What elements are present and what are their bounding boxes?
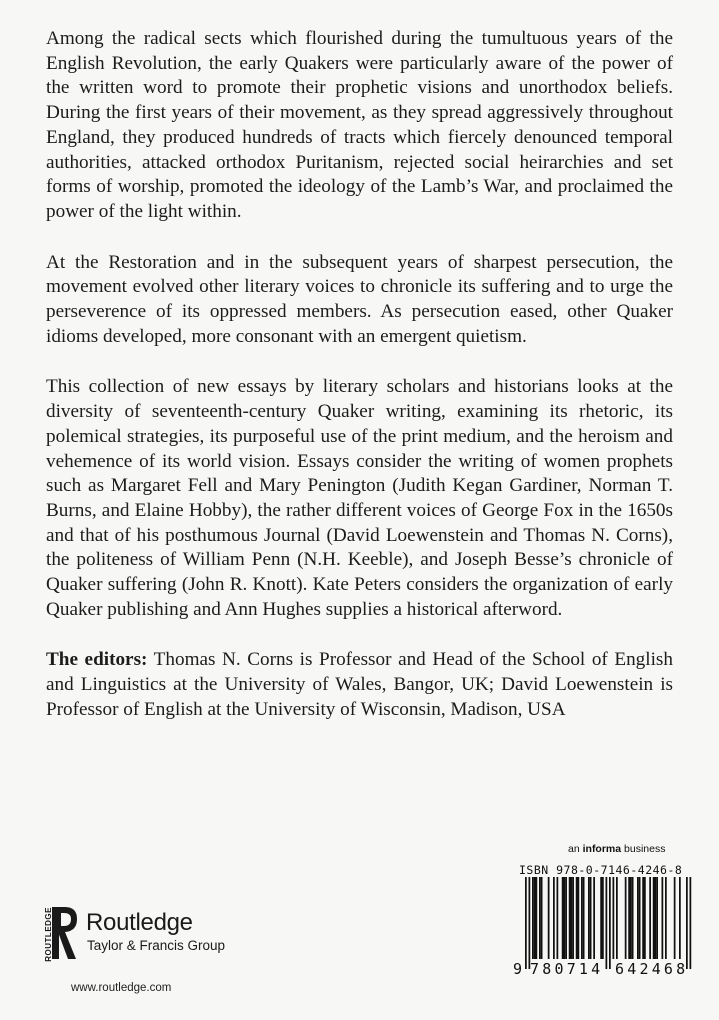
tagline-suffix: business	[621, 843, 666, 855]
barcode-bar	[632, 877, 634, 959]
barcode-bar	[665, 877, 667, 959]
barcode-bar	[625, 877, 627, 959]
barcode-bar	[649, 877, 651, 959]
back-cover-text	[46, 27, 673, 749]
barcode-bar	[557, 877, 559, 959]
editors-text: Thomas N. Corns is Professor and Head of the School of English and Linguistics at the University of Wales, Bangor, UK; David Loewenstein is Professor of English at the University of Wisconsin, Madison, USA	[46, 649, 673, 720]
barcode-bar	[600, 877, 602, 959]
barcode-bar	[628, 877, 630, 959]
barcode-bar	[548, 877, 550, 959]
publisher-name: Routledge	[86, 909, 193, 936]
barcode-bar	[583, 877, 585, 959]
tagline-prefix: an	[568, 843, 583, 855]
description-paragraph-1: Among the radical sects which flourished during the tumultuous years of the English Revolution, the early Quakers were particularly aware of the power of the written word to promote their prophetic visions and unorthodox beliefs. During the first years of their movement, as they spread aggressively throughout England, they produced hundreds of tracts which fiercely denounced temporal authorities, attacked orthodox Puritanism, rejected social heirarchies and set forms of worship, promoted the ideology of the Lamb’s War, and proclaimed the power of the light within.	[46, 28, 673, 222]
barcode-bar	[569, 877, 571, 959]
publisher-group: Taylor & Francis Group	[87, 938, 226, 953]
barcode-bar	[532, 877, 534, 959]
barcode-right-digits: 642468	[615, 960, 689, 978]
description-paragraph-3: This collection of new essays by literary scholars and historians looks at the diversity of seventeenth-century Quaker writing, examining its rhetoric, its polemical strategies, its purposeful use of the print medium, and the heroism and vehemence of its world vision. Essays consider the writing of women prophets such as Margaret Fell and Mary Penington (Judith Kegan Gardiner, Norman T. Burns, and Elaine Hobby), the rather different voices of George Fox in the 1650s and that of his posthumous Journal (David Loewenstein and Thomas N. Corns), the politeness of William Penn (N.H. Keeble), and Joseph Besse’s chronicle of Quaker suffering (John R. Knott). Kate Peters considers the organization of early Quaker publishing and Ann Hughes supplies a historical afterword.	[46, 376, 673, 620]
barcode-bar	[662, 877, 664, 959]
barcode-bar	[534, 877, 536, 959]
barcode-bar	[609, 877, 611, 969]
barcode-bar	[639, 877, 641, 959]
barcode-bar	[616, 877, 618, 959]
barcode-bar	[565, 877, 567, 959]
barcode-bar	[593, 877, 595, 959]
barcode-bar	[553, 877, 555, 959]
barcode-bar	[562, 877, 564, 959]
routledge-logo	[40, 905, 240, 965]
description-paragraph-2: At the Restoration and in the subsequent years of sharpest persecution, the movement evolved other literary voices to chronicle its suffering and to urge the perseverence of its oppressed members. As persecution eased, other Quaker idioms developed, more consonant with an emergent quietism.	[46, 251, 673, 347]
barcode-bar	[525, 877, 527, 969]
barcode-bar	[541, 877, 543, 959]
barcode-lead-digit: 9	[513, 960, 523, 978]
barcode-bar	[536, 877, 538, 959]
informa-tagline	[568, 843, 665, 855]
barcode-bar	[602, 877, 604, 959]
barcode-bar	[655, 877, 657, 959]
isbn-text: ISBN 978-0-7146-4246-8	[519, 863, 683, 877]
tagline-bold: informa	[582, 843, 622, 855]
barcode-bar	[653, 877, 655, 959]
barcode-bar	[581, 877, 583, 959]
barcode-bar	[644, 877, 646, 959]
editors-label: The editors:	[46, 649, 148, 671]
barcode-left-digits: 780714	[530, 960, 604, 978]
barcode-bar	[642, 877, 644, 959]
barcode-bar	[674, 877, 676, 959]
barcode-bar	[637, 877, 639, 959]
barcode-bar	[679, 877, 681, 959]
barcode-bar	[564, 877, 566, 959]
routledge-vertical-mark: ROUTLEDGE	[44, 907, 53, 962]
isbn-barcode	[513, 863, 700, 981]
barcode-bar	[588, 877, 590, 959]
barcode-bar	[578, 877, 580, 959]
barcode-bar	[576, 877, 578, 959]
barcode-bar	[590, 877, 592, 959]
barcode-bar	[529, 877, 531, 969]
barcode-bar	[606, 877, 608, 969]
editors-paragraph	[46, 648, 673, 722]
barcode-bar	[539, 877, 541, 959]
barcode-bar	[630, 877, 632, 959]
barcode-bar	[656, 877, 658, 959]
barcode-bar	[690, 877, 692, 969]
barcode-bar	[572, 877, 574, 959]
publisher-website: www.routledge.com	[71, 982, 172, 994]
barcode-bar	[571, 877, 573, 959]
barcode-bar	[613, 877, 615, 959]
barcode-bar	[686, 877, 688, 969]
